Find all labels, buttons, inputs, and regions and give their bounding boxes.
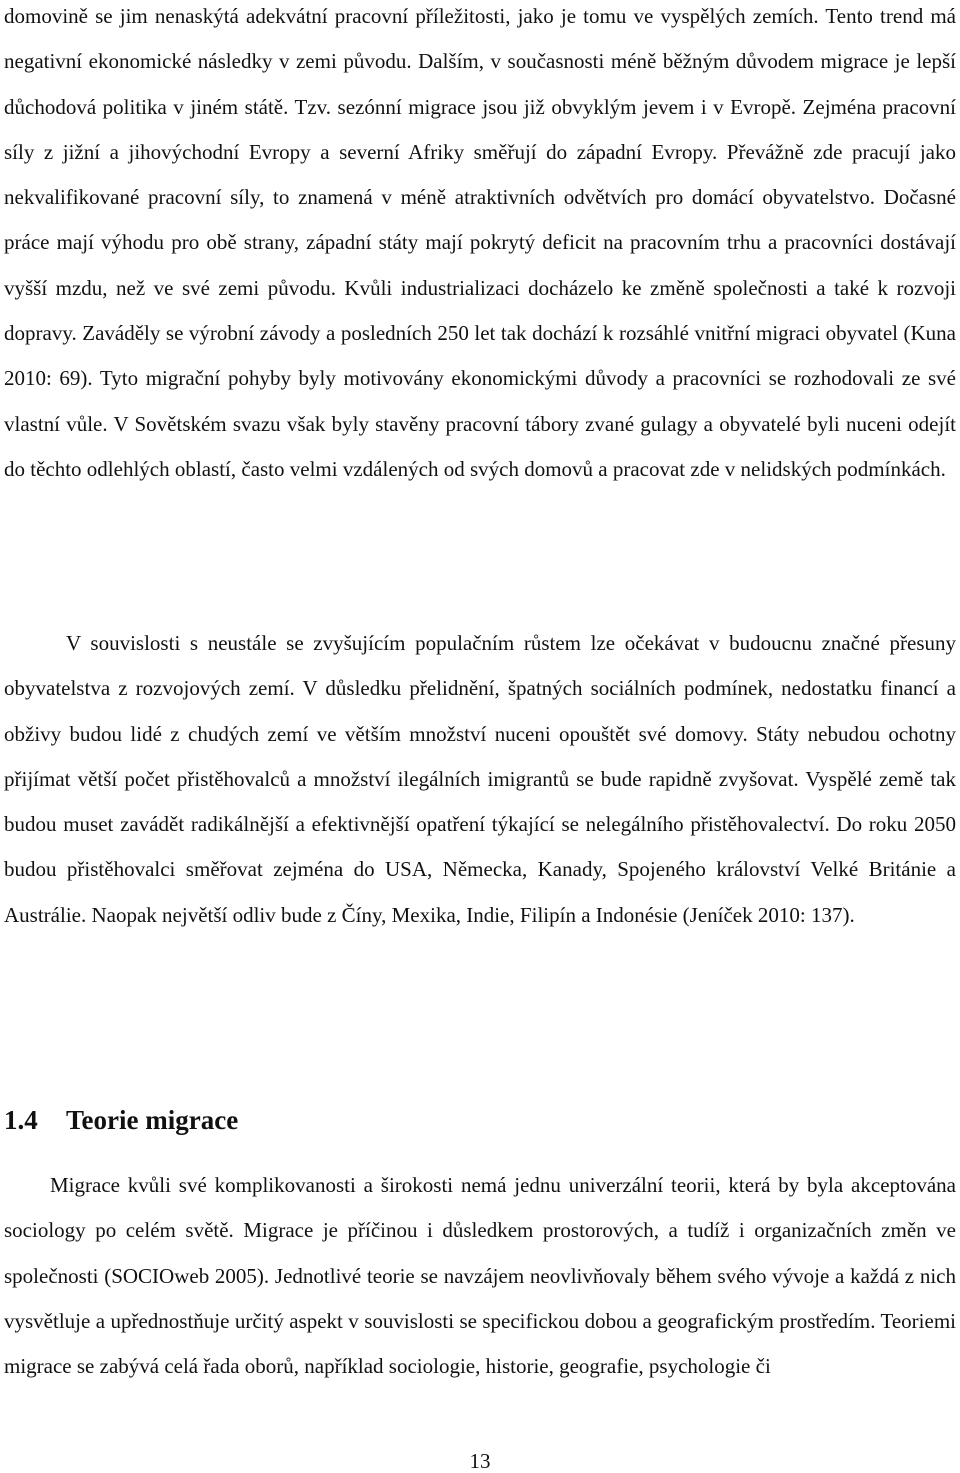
body-paragraph-2: V souvislosti s neustále se zvyšujícím populačním růstem lze očekávat v budoucnu značné přesuny obyvatelstva z rozvojových zemí. V důsledku přelidnění, špatných sociálních podmínek, nedostatku financí a obživy budou lidé z chudých zemí ve větším množství nuceni opouštět své domovy. Státy nebudou ochotny přijímat větší počet přistěhovalců a množství ilegálních imigrantů se bude rapidně zvyšovat. Vyspělé země tak budou muset zavádět radikálnější a efektivnější opatření týkající se nelegálního přistěhovalectví. Do roku 2050 budou přistěhovalci směřovat zejména do USA, Německa, Kanady, Spojeného království Velké Británie a Austrálie. Naopak největší odliv bude z Číny, Mexika, Indie, Filipín a Indonésie (Jeníček 2010: 137). bbox=[4, 631, 956, 927]
section-heading bbox=[4, 1098, 238, 1142]
page-number: 13 bbox=[469, 1449, 491, 1473]
body-paragraph-1: domovině se jim nenaskýtá adekvátní pracovní příležitosti, jako je tomu ve vyspělých zemích. Tento trend má negativní ekonomické následky v zemi původu. Dalším, v současnosti méně běžným důvodem migrace je lepší důchodová politika v jiném státě. Tzv. sezónní migrace jsou již obvyklým jevem i v Evropě. Zejména pracovní síly z jižní a jihovýchodní Evropy a severní Afriky směřují do západní Evropy. Převážně zde pracují jako nekvalifikované pracovní síly, to znamená v méně atraktivních odvětvích pro domácí obyvatelstvo. Dočasné práce mají výhodu pro obě strany, západní státy mají pokrytý deficit na pracovním trhu a pracovníci dostávají vyšší mzdu, než ve své zemi původu. Kvůli industrializaci docházelo ke změně společnosti a také k rozvoji dopravy. Zaváděly se výrobní závody a posledních 250 let tak dochází k rozsáhlé vnitřní migraci obyvatel (Kuna 2010: 69). Tyto migrační pohyby byly motivovány ekonomickými důvody a pracovníci se rozhodovali ze své vlastní vůle. V Sovětském svazu však byly stavěny pracovní tábory zvané gulagy a obyvatelé byli nuceni odejít do těchto odlehlých oblastí, často velmi vzdálených od svých domovů a pracovat zde v nelidských podmínkách. bbox=[4, 4, 956, 481]
section-paragraph: Migrace kvůli své komplikovanosti a širokosti nemá jednu univerzální teorii, která by byla akceptována sociology po celém světě. Migrace je příčinou i důsledkem prostorových, a tudíž i organizačních změn ve společnosti (SOCIOweb 2005). Jednotlivé teorie se navzájem neovlivňovaly během svého vývoje a každá z nich vysvětluje a upřednostňuje určitý aspekt v souvislosti se specifickou dobou a geografickým prostředím. Teoriemi migrace se zabývá celá řada oborů, například sociologie, historie, geografie, psychologie či bbox=[4, 1173, 956, 1379]
section-number: 1.4 bbox=[4, 1105, 38, 1135]
section-title: Teorie migrace bbox=[66, 1105, 239, 1135]
